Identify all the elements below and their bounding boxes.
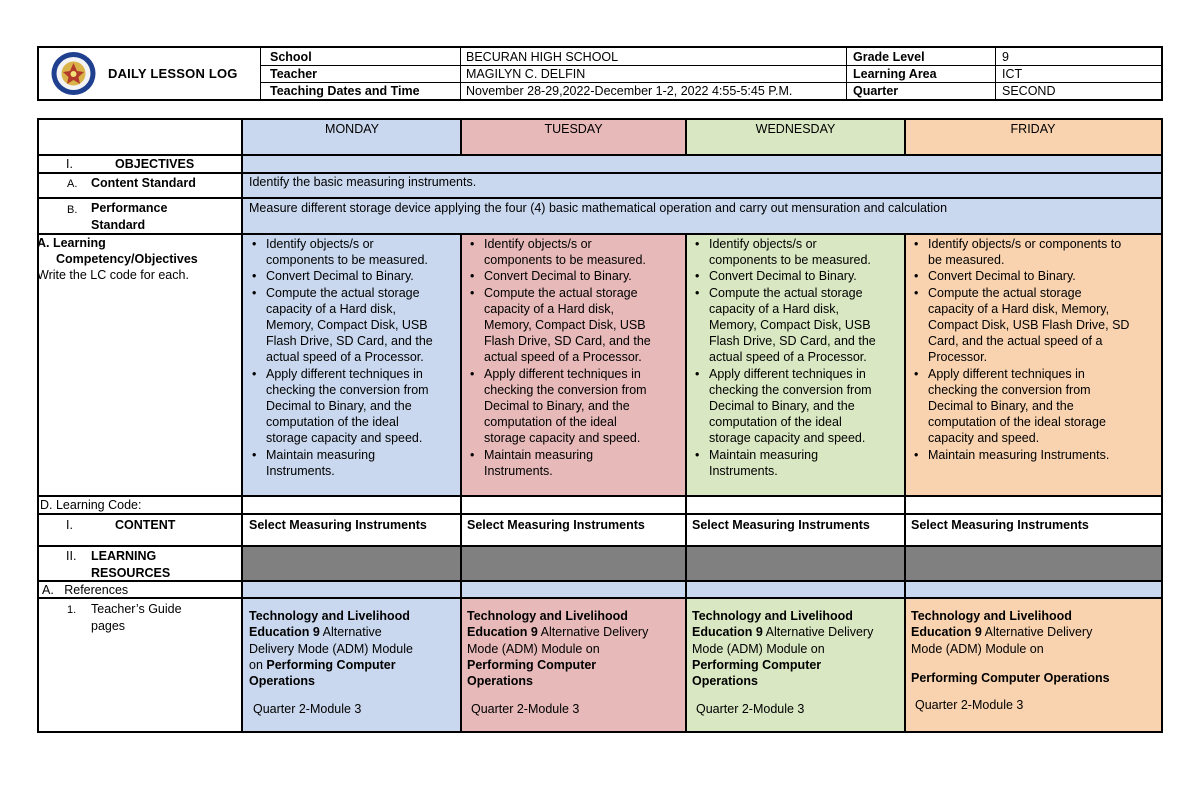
deped-seal-icon: [50, 51, 97, 96]
objective-item: [484, 268, 684, 284]
objective-line: Decimal to Binary, and the: [928, 399, 1074, 414]
day-header-monday: MONDAY: [325, 122, 379, 136]
objective-line: • Compute the actual storage: [928, 285, 1082, 300]
adm-text: Mode (ADM) Module on: [692, 641, 825, 656]
objective-line: Memory, Compact Disk, USB: [709, 318, 871, 333]
learning-competency-label: A. Learning: [37, 236, 106, 250]
objective-line: • Identify objects/s or: [484, 237, 592, 251]
objective-line: Processor.: [928, 350, 988, 365]
header-divider: [460, 47, 461, 101]
adm-text: Alternative: [322, 625, 382, 640]
monday-objectives: [246, 236, 458, 479]
objective-line: actual speed of a Processor.: [266, 350, 424, 365]
objective-line: Decimal to Binary, and the: [709, 399, 855, 414]
book-title: Technology and Livelihood: [911, 609, 1072, 623]
objective-line: • Convert Decimal to Binary.: [709, 269, 857, 284]
objective-line: be measured.: [928, 253, 1005, 268]
friday-objectives: [908, 236, 1160, 463]
objective-item: [709, 285, 903, 366]
teachers-guide-label-2: pages: [91, 619, 126, 633]
objective-item: [928, 268, 1160, 284]
row-divider: [38, 495, 1162, 497]
tuesday-objectives: [464, 236, 684, 479]
objective-line: components to be measured.: [484, 253, 646, 268]
teachers-guide-label: Teacher’s Guide: [91, 602, 182, 616]
objective-line: • Apply different techniques in: [709, 366, 866, 381]
book-title-grade: Education 9: [467, 625, 538, 640]
objective-line: • Identify objects/s or components to: [928, 237, 1122, 251]
objective-line: capacity and speed.: [928, 431, 1040, 446]
header-divider: [846, 47, 847, 101]
objectives-heading: OBJECTIVES: [115, 157, 195, 171]
objective-line: checking the conversion from: [709, 382, 872, 397]
objective-line: computation of the ideal: [266, 415, 399, 430]
module-title: Performing Computer: [692, 657, 822, 672]
objective-line: • Compute the actual storage: [709, 285, 863, 300]
objective-item: [266, 268, 458, 284]
resources-heading-2: RESOURCES: [91, 566, 171, 580]
adm-text: Alternative Delivery: [984, 625, 1093, 640]
objective-line: • Compute the actual storage: [484, 285, 638, 300]
objective-line: Flash Drive, SD Card, and the: [266, 334, 433, 349]
adm-text: Alternative Delivery: [540, 625, 649, 640]
objective-line: storage capacity and speed.: [266, 431, 423, 446]
header-row-line: [260, 65, 1162, 66]
objective-line: • Convert Decimal to Binary.: [928, 269, 1076, 284]
objective-line: • Apply different techniques in: [266, 366, 423, 381]
objective-line: • Maintain measuring: [709, 447, 819, 462]
objective-line: Flash Drive, SD Card, and the: [484, 334, 651, 349]
header-divider: [995, 47, 996, 101]
objective-item: [928, 285, 1160, 366]
quarter-module: Quarter 2-Module 3: [471, 702, 580, 717]
objective-line: capacity of a Hard disk,: [709, 301, 839, 316]
objective-line: storage capacity and speed.: [709, 431, 866, 446]
performance-standard-label: Performance: [91, 201, 168, 215]
resources-number: II.: [66, 549, 77, 563]
quarter-module: Quarter 2-Module 3: [915, 698, 1024, 713]
content-standard-letter: A.: [67, 178, 78, 190]
objective-item: [484, 447, 684, 479]
objective-item: [709, 236, 903, 268]
tuesday-content: Select Measuring Instruments: [467, 518, 645, 532]
teachers-guide-number: 1.: [67, 604, 77, 616]
content-number: I.: [66, 518, 73, 532]
tuesday-reference: [467, 608, 682, 718]
module-title: Performing Computer: [266, 657, 396, 672]
content-standard-label: Content Standard: [91, 176, 196, 190]
book-title-grade: Education 9: [911, 625, 982, 640]
objective-line: Instruments.: [709, 463, 778, 478]
grade-level-value: 9: [1002, 50, 1009, 64]
row-divider: [38, 580, 1162, 582]
module-title: Performing Computer Operations: [911, 670, 1110, 685]
objective-item: [266, 285, 458, 366]
teaching-dates-value: November 28-29,2022-December 1-2, 2022 4:55-5:45 P.M.: [466, 84, 793, 98]
objective-line: capacity of a Hard disk,: [266, 301, 396, 316]
learning-code-label: D. Learning Code:: [40, 498, 142, 512]
adm-text: Delivery Mode (ADM) Module: [249, 641, 413, 656]
quarter-value: SECOND: [1002, 84, 1056, 98]
wednesday-objectives: [689, 236, 903, 479]
book-title-grade: Education 9: [692, 625, 763, 640]
objective-line: actual speed of a Processor.: [484, 350, 642, 365]
objective-line: • Compute the actual storage: [266, 285, 420, 300]
objective-item: [484, 236, 684, 268]
objective-line: Decimal to Binary, and the: [484, 399, 630, 414]
grade-level-label: Grade Level: [853, 50, 925, 64]
row-divider: [38, 597, 1162, 599]
objective-line: computation of the ideal storage: [928, 415, 1106, 430]
learning-competency-label-2: Competency/Objectives: [56, 252, 198, 266]
content-heading: CONTENT: [115, 518, 176, 532]
school-label: School: [270, 50, 312, 64]
performance-standard-letter: B.: [67, 204, 78, 216]
objective-line: Card, and the actual speed of a: [928, 334, 1103, 349]
objective-line: capacity of a Hard disk,: [484, 301, 614, 316]
document-title: DAILY LESSON LOG: [108, 66, 238, 81]
objective-line: Decimal to Binary, and the: [266, 399, 412, 414]
row-divider: [38, 545, 1162, 547]
friday-content: Select Measuring Instruments: [911, 518, 1089, 532]
adm-text: Mode (ADM) Module on: [911, 641, 1044, 656]
school-value: BECURAN HIGH SCHOOL: [466, 50, 619, 64]
module-title: Operations: [467, 674, 533, 689]
objective-line: • Apply different techniques in: [928, 366, 1085, 381]
book-title-grade: Education 9: [249, 625, 320, 640]
row-divider: [38, 513, 1162, 515]
quarter-module: Quarter 2-Module 3: [253, 702, 362, 717]
objective-line: computation of the ideal: [709, 415, 842, 430]
objective-line: Memory, Compact Disk, USB: [266, 318, 428, 333]
objective-line: components to be measured.: [266, 253, 428, 268]
objective-item: [266, 447, 458, 479]
objective-line: Compact Disk, USB Flash Drive, SD: [928, 318, 1130, 333]
row-divider: [38, 154, 1162, 156]
objective-item: [709, 447, 903, 479]
day-header-wednesday: WEDNESDAY: [755, 122, 836, 136]
objective-line: storage capacity and speed.: [484, 431, 641, 446]
objective-line: • Maintain measuring: [484, 447, 594, 462]
objective-line: components to be measured.: [709, 253, 871, 268]
adm-text: on: [249, 657, 263, 672]
content-standard-text: Identify the basic measuring instruments.: [249, 175, 477, 189]
day-header-friday: FRIDAY: [1010, 122, 1056, 136]
objective-line: • Apply different techniques in: [484, 366, 641, 381]
monday-content: Select Measuring Instruments: [249, 518, 427, 532]
objective-line: • Maintain measuring: [266, 447, 376, 462]
objective-item: [266, 236, 458, 268]
objective-line: • Convert Decimal to Binary.: [484, 269, 632, 284]
module-title: Performing Computer: [467, 657, 597, 672]
objective-line: • Identify objects/s or: [266, 237, 374, 251]
objective-line: • Maintain measuring Instruments.: [928, 447, 1110, 462]
objective-item: [484, 366, 684, 447]
objective-item: [709, 268, 903, 284]
row-divider: [38, 233, 1162, 235]
book-title: Technology and Livelihood: [692, 609, 853, 623]
header-divider: [260, 47, 261, 101]
objective-item: [928, 236, 1160, 268]
objective-item: [266, 366, 458, 447]
objective-line: actual speed of a Processor.: [709, 350, 867, 365]
adm-text: Alternative Delivery: [765, 625, 874, 640]
objectives-number: I.: [66, 157, 73, 171]
friday-reference: [911, 608, 1159, 713]
objective-line: • Identify objects/s or: [709, 237, 817, 251]
objective-line: checking the conversion from: [484, 382, 647, 397]
module-title: Operations: [249, 674, 315, 689]
row-divider: [38, 172, 1162, 174]
teacher-label: Teacher: [270, 67, 318, 81]
objective-line: computation of the ideal: [484, 415, 617, 430]
learning-area-label: Learning Area: [853, 67, 937, 81]
objective-item: [928, 447, 1160, 463]
quarter-module: Quarter 2-Module 3: [696, 702, 805, 717]
resources-heading: LEARNING: [91, 549, 157, 563]
day-header-tuesday: TUESDAY: [544, 122, 603, 136]
row-divider: [38, 197, 1162, 199]
book-title: Technology and Livelihood: [467, 609, 628, 623]
objective-line: Instruments.: [266, 463, 335, 478]
learning-competency-note: Write the LC code for each.: [37, 268, 189, 282]
objective-line: Instruments.: [484, 463, 553, 478]
book-title: Technology and Livelihood: [249, 609, 410, 623]
monday-reference: [249, 608, 459, 718]
objective-line: • Convert Decimal to Binary.: [266, 269, 414, 284]
teacher-value: MAGILYN C. DELFIN: [466, 67, 586, 81]
objective-line: Memory, Compact Disk, USB: [484, 318, 646, 333]
learning-area-value: ICT: [1002, 67, 1023, 81]
objective-item: [928, 366, 1160, 447]
objective-item: [484, 285, 684, 366]
column-divider: [904, 233, 906, 732]
adm-text: Mode (ADM) Module on: [467, 641, 600, 656]
performance-standard-text: Measure different storage device applying the four (4) basic mathematical operation and carry out mensuration and calculation: [249, 201, 948, 215]
quarter-label: Quarter: [853, 84, 899, 98]
column-divider: [460, 233, 462, 732]
references-label: A. References: [42, 583, 129, 597]
column-divider: [685, 233, 687, 732]
module-title: Operations: [692, 674, 758, 689]
teaching-dates-label: Teaching Dates and Time: [270, 84, 420, 98]
objective-line: checking the conversion from: [266, 382, 429, 397]
objective-line: Flash Drive, SD Card, and the: [709, 334, 876, 349]
objective-line: capacity of a Hard disk, Memory,: [928, 301, 1110, 316]
wednesday-content: Select Measuring Instruments: [692, 518, 870, 532]
objective-item: [709, 366, 903, 447]
wednesday-reference: [692, 608, 902, 718]
column-divider: [241, 119, 243, 732]
objective-line: checking the conversion from: [928, 382, 1091, 397]
performance-standard-label-2: Standard: [91, 218, 146, 232]
